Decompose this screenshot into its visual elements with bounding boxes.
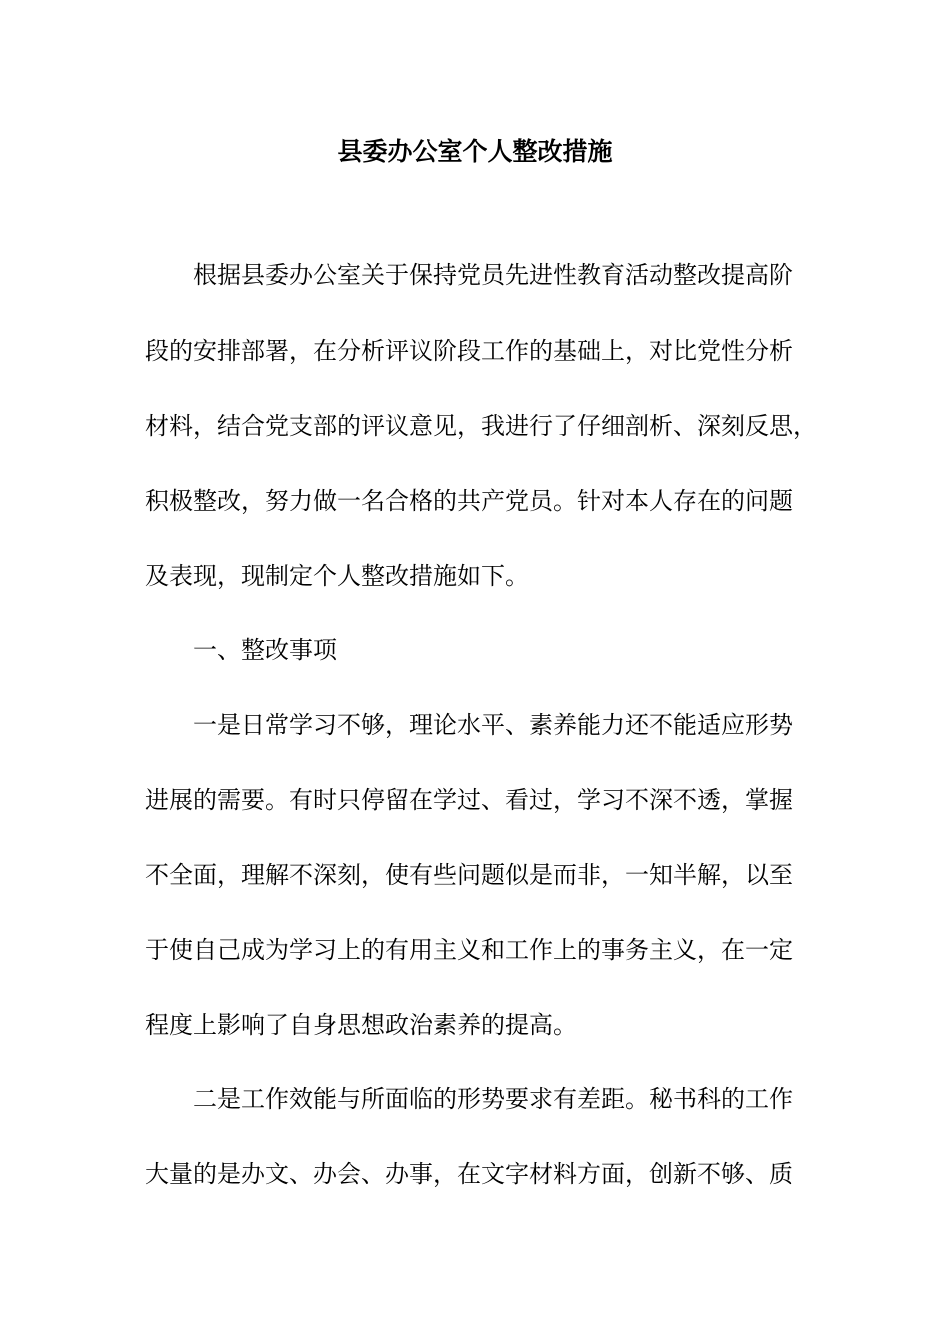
paragraph-line: 进展的需要。有时只停留在学过、看过，学习不深不透，掌握 [145, 786, 793, 814]
paragraph-line: 段的安排部署，在分析评议阶段工作的基础上，对比党性分析 [145, 337, 793, 365]
paragraph-line: 及表现，现制定个人整改措施如下。 [145, 562, 529, 590]
paragraph-line: 大量的是办文、办会、办事，在文字材料方面，创新不够、质 [145, 1160, 793, 1188]
paragraph-line: 一是日常学习不够，理论水平、素养能力还不能适应形势 [193, 711, 793, 739]
paragraph-line: 根据县委办公室关于保持党员先进性教育活动整改提高阶 [193, 261, 793, 289]
document-title: 县委办公室个人整改措施 [337, 137, 613, 166]
section-heading: 一、整改事项 [193, 636, 337, 664]
paragraph-line: 材料，结合党支部的评议意见，我进行了仔细剖析、深刻反思， [145, 412, 817, 440]
paragraph-line: 积极整改，努力做一名合格的共产党员。针对本人存在的问题 [145, 487, 793, 515]
paragraph-line: 不全面，理解不深刻，使有些问题似是而非，一知半解，以至 [145, 861, 793, 889]
paragraph-line: 于使自己成为学习上的有用主义和工作上的事务主义，在一定 [145, 936, 793, 964]
paragraph-line: 程度上影响了自身思想政治素养的提高。 [145, 1011, 577, 1039]
paragraph-line: 二是工作效能与所面临的形势要求有差距。秘书科的工作 [193, 1085, 793, 1113]
